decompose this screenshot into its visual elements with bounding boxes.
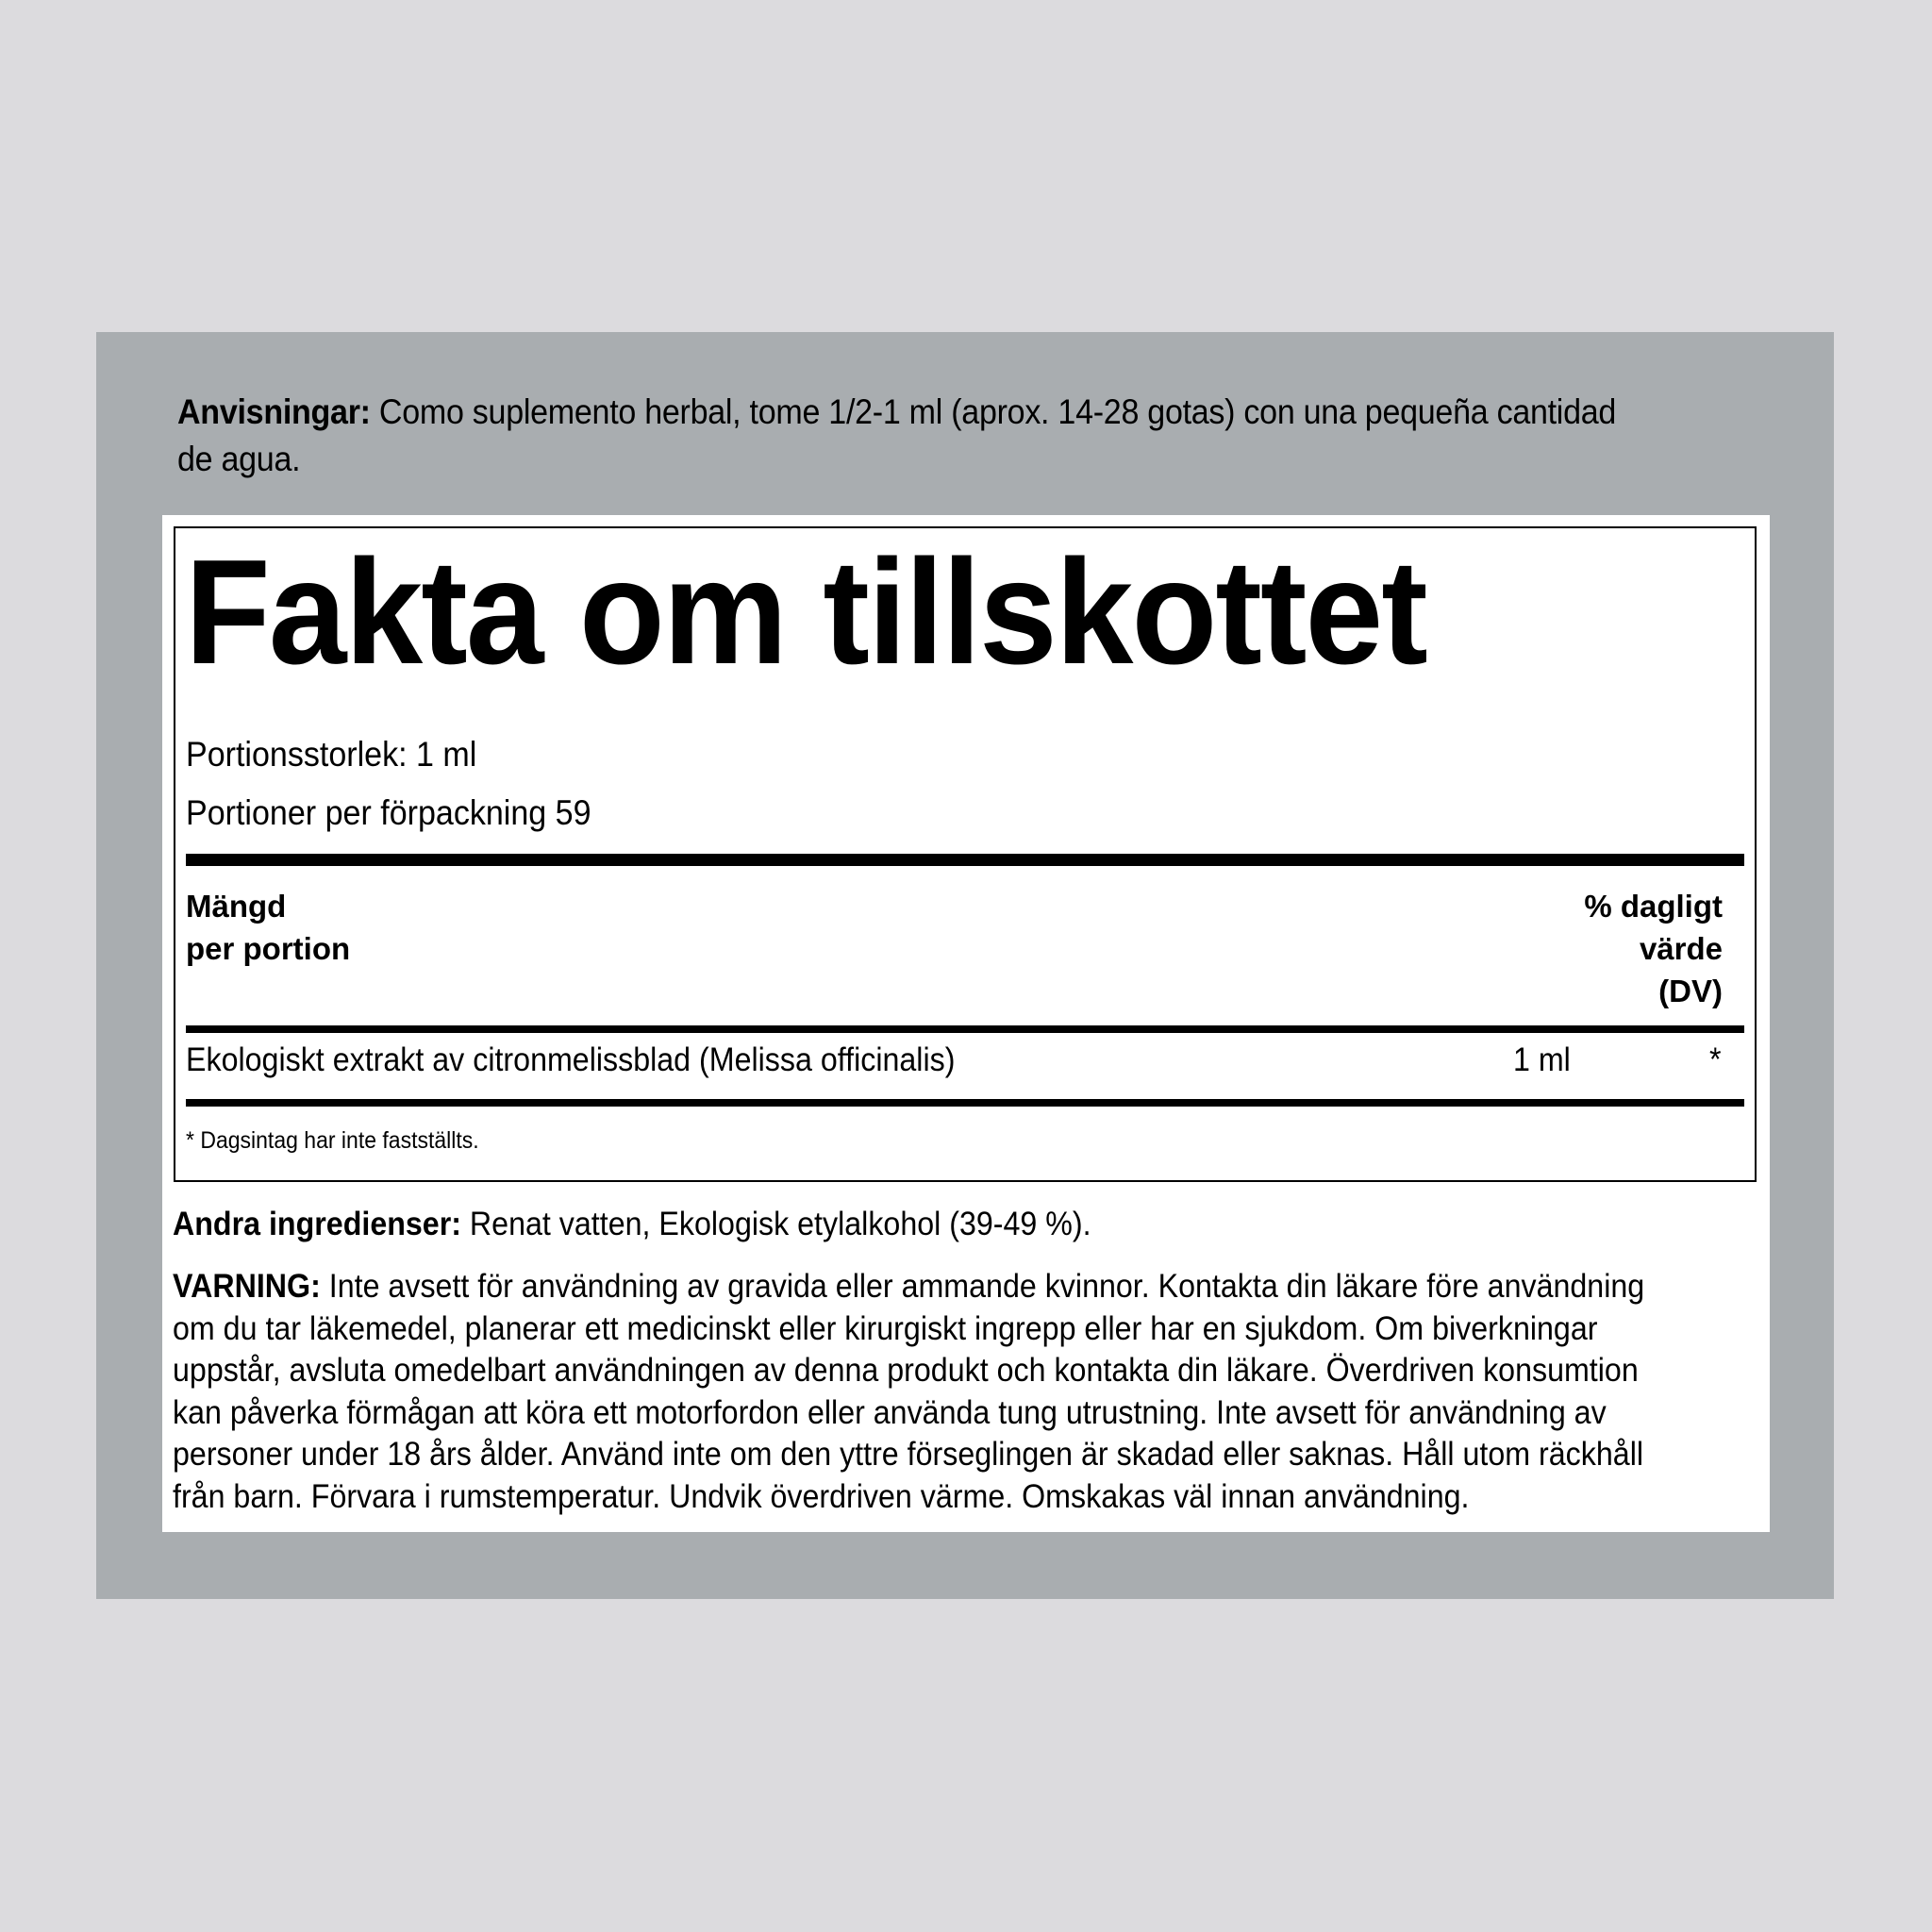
directions-label: Anvisningar: — [177, 392, 371, 431]
bottom-divider — [186, 1099, 1744, 1107]
ingredient-amount: 1 ml — [1513, 1041, 1571, 1078]
ingredient-name: Ekologiskt extrakt av citronmelissblad (Melissa officinalis) — [186, 1041, 956, 1078]
header-dv-line2: värde — [1639, 931, 1723, 966]
header-amount-line1: Mängd — [186, 889, 287, 924]
servings-per-container: Portioner per förpackning 59 — [186, 793, 591, 832]
medium-divider — [186, 1025, 1744, 1033]
dv-footnote: * Dagsintag har inte fastställts. — [186, 1127, 479, 1154]
header-dv-line3: (DV) — [1658, 974, 1723, 1008]
warning-body: Inte avsett för användning av gravida eller ammande kvinnor. Kontakta din läkare före användning om du tar läkemedel, planerar ett medicinskt eller kirurgiskt ingrepp eller har en sjukdom. Om biverkningar uppstår, avsluta omedelbart användningen av denna produkt och kontakta din läkare. Överdriven konsumtion kan påverka förmågan att köra ett motorfordon eller använda tung utrustning. Inte avsett för användning av personer under 18 års ålder. Använd inte om den yttre förseglingen är skadad eller saknas. Håll utom räckhåll från barn. Förvara i rumstemperatur. Undvik överdriven värme. Omskakas väl innan användning. — [173, 1268, 1645, 1515]
serving-size: Portionsstorlek: 1 ml — [186, 735, 477, 774]
header-amount-line2: per portion — [186, 931, 351, 966]
header-dv-line1: % dagligt — [1584, 889, 1723, 924]
warning-label: VARNING: — [173, 1268, 321, 1305]
thick-divider — [186, 854, 1744, 866]
facts-title: Fakta om tillskottet — [185, 529, 1426, 695]
other-ingredients-body: Renat vatten, Ekologisk etylalkohol (39-49 %). — [460, 1206, 1091, 1242]
other-ingredients-label: Andra ingredienser: — [173, 1206, 461, 1242]
warning — [173, 1266, 1648, 1518]
directions-text — [177, 389, 1636, 483]
ingredient-dv: * — [1709, 1041, 1722, 1078]
directions-body: Como suplemento herbal, tome 1/2-1 ml (aprox. 14-28 gotas) con una pequeña cantidad de agua. — [177, 392, 1617, 478]
other-ingredients — [173, 1204, 1648, 1246]
